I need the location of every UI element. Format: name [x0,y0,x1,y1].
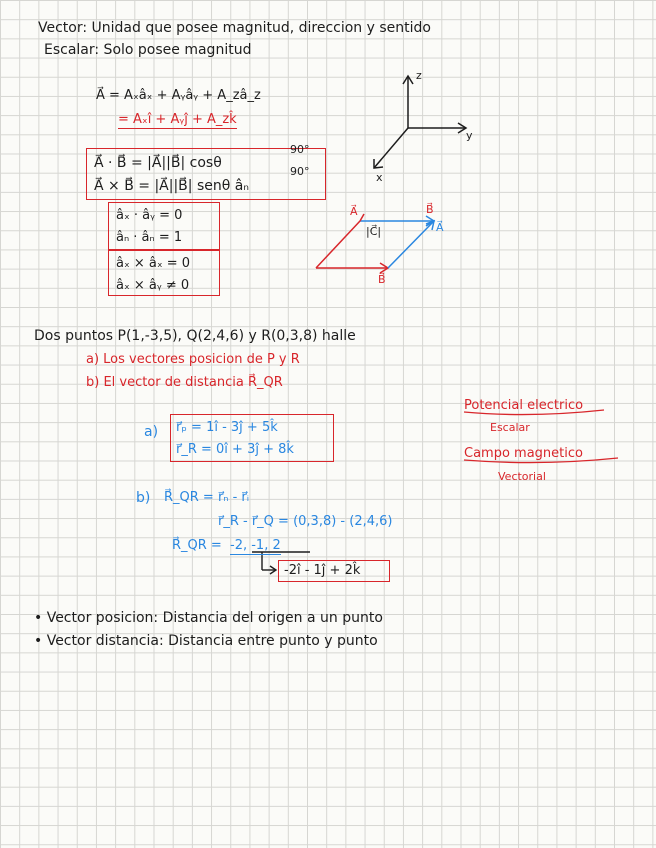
problem-statement: Dos puntos P(1,-3,5), Q(2,4,6) y R(0,3,8) halle [34,328,356,344]
angle-label-1: 90° [290,143,310,156]
escalar-definition: Escalar: Solo posee magnitud [44,42,252,58]
position-vector-r: r⃗_R = 0î + 3ĵ + 8k̂ [176,442,294,457]
problem-part-a: a) Los vectores posicion de P y R [86,352,300,367]
axis-y-label: y [466,129,473,142]
vector-a-right-label: A⃗ [436,221,444,234]
axis-z-label: z [416,69,422,82]
note-vector-posicion: • Vector posicion: Distancia del origen a un punto [34,610,383,626]
distance-vector-result-values: -2, -1, 2 [230,538,281,553]
unit-rule-4: âₓ × âᵧ ≠ 0 [116,278,190,293]
note-vector-distancia: • Vector distancia: Distancia entre punto y punto [34,633,378,649]
vector-definition: Vector: Unidad que posee magnitud, direccion y sentido [38,20,431,36]
component-line-2: = Aₓî + Aᵧĵ + A_zk̂ [118,112,237,127]
unit-rule-1: âₓ · âᵧ = 0 [116,208,183,223]
distance-vector-result-prefix: R⃗_QR = [172,538,222,553]
vector-b-top-label: B⃗ [426,203,434,216]
position-vector-p: r⃗ₚ = 1î - 3ĵ + 5k̂ [176,420,278,435]
side-note-vectorial: Vectorial [498,470,546,483]
angle-label-2: 90° [290,165,310,178]
vector-a-label: A⃗ [350,205,358,218]
cross-product: A⃗ × B⃗ = |A⃗||B⃗| senθ âₙ [94,178,249,194]
component-line-1: A⃗ = Aₓâₓ + Aᵧâᵧ + A_zâ_z [96,88,261,103]
side-note-potencial: Potencial electrico [464,398,584,413]
vector-b-bottom-label: B⃗ [378,273,386,286]
distance-vector-substitution: r⃗_R - r⃗_Q = (0,3,8) - (2,4,6) [218,514,393,529]
vector-c-label: |C⃗| [366,225,382,238]
axes-diagram [374,76,466,168]
distance-vector-formula: R⃗_QR = r⃗ₙ - r⃗ᵢ [164,490,250,505]
side-note-campo: Campo magnetico [464,446,583,461]
axis-x-label: x [376,171,383,184]
solution-a-label: a) [144,424,159,440]
unit-rule-2: âₙ · âₙ = 1 [116,230,183,245]
final-result: -2î - 1ĵ + 2k̂ [284,563,361,578]
solution-b-label: b) [136,490,151,506]
dot-product: A⃗ · B⃗ = |A⃗||B⃗| cosθ [94,155,222,171]
unit-rule-3: âₓ × âₓ = 0 [116,256,191,271]
side-note-escalar: Escalar [490,421,530,434]
parallelogram-diagram [316,214,434,273]
problem-part-b: b) El vector de distancia R⃗_QR [86,375,283,390]
